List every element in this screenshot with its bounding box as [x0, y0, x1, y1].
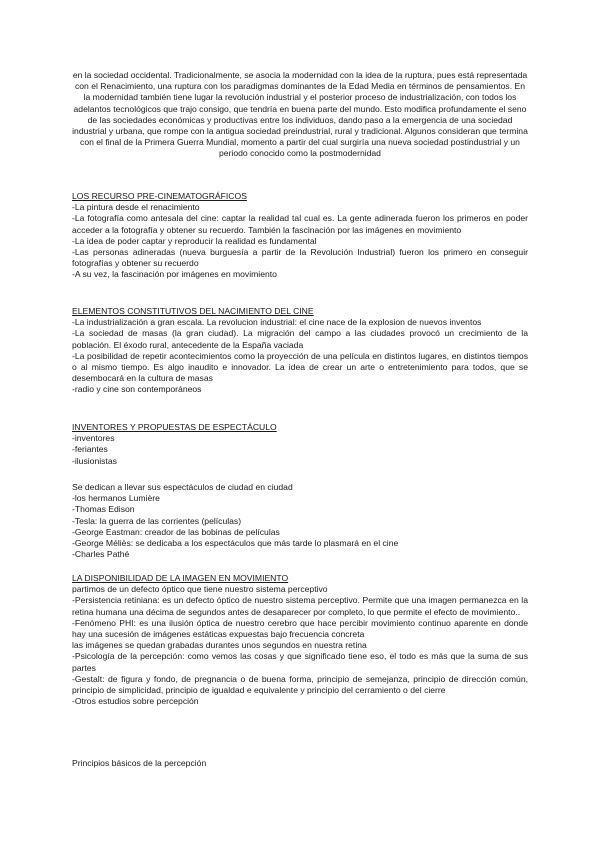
section-inventores — [72, 422, 528, 467]
list-item: -los hermanos Lumière — [72, 493, 160, 504]
intro-paragraph — [72, 70, 528, 160]
list-item: -inventores — [72, 433, 115, 444]
list-item: -La posibilidad de repetir acontecimientos como la proyección de una película en distintos lugares, en distintos tiempos o al mismo tiempo. Es algo inaudito e innovador. La idea de crear un arte o entretenimiento para todos, que se desembocará en la cultura de masas — [72, 350, 528, 384]
list-item: -Psicología de la percepción: como vemos las cosas y que significado tiene eso, el todo es más que la suma de sus partes — [72, 651, 528, 673]
list-item: -Fenómeno PHI: es una ilusión óptica de nuestro cerebro que hace percibir movimiento continuo aparente en donde hay una sucesión de imágenes estáticas expuestas bajo frecuencia concreta — [72, 617, 528, 640]
list-item: -Otros estudios sobre percepción — [72, 696, 199, 707]
list-item: -Charles Pathé — [72, 549, 130, 560]
list-item: -A su vez, la fascinación por imágenes en movimiento — [72, 269, 277, 280]
list-item: -Thomas Edison — [72, 504, 135, 515]
footer-heading: Principios básicos de la percepción — [72, 758, 207, 768]
section-imagen-movimiento — [72, 573, 528, 707]
section-precinematograficos — [72, 191, 528, 281]
list-item: -Gestalt: de figura y fondo, de pregnancia o de buena forma, principio de semejanza, principio de dirección común, principio de simplicidad, principio de igualdad e equivalente y principio del cerramiento o del cierre — [72, 673, 528, 696]
list-item: las imágenes se quedan grabadas durantes unos segundos en nuestra retina — [72, 640, 367, 651]
list-item: -radio y cine son contemporáneos — [72, 384, 202, 395]
list-intro: partimos de un defecto óptico que tiene nuestro sistema perceptivo — [72, 584, 328, 595]
list-item: -La sociedad de masas (la gran ciudad). La migración del campo a las ciudades provocó un crecimiento de la población. El éxodo rural, antecedente de la España vaciada — [72, 328, 528, 350]
intro-text: en la sociedad occidental. Tradicionalmente, se asocia la modernidad con la idea de la ruptura, pues está representada con el Renacimiento, una ruptura con los paradigmas dominantes de la Edad Media en términos de pensamientos. En la modernidad también tiene lugar la revolución industrial y el posterior proceso de industrialización, con todos los adelantos tecnológicos que trajo consigo, que tendría en buena parte del mundo. Esto modifica profundamente el seno de las sociedades económicas y productivas entre los individuos, dando paso a la emergencia de una sociedad industrial y urbana, que rompe con la antigua sociedad preindustrial, rural y tradicional. Algunos consideran que termina con el final de la Primera Guerra Mundial, momento a partir del cual surgiría una nueva sociedad postindustrial y un periodo conocido como la postmodernidad — [72, 70, 528, 159]
list-item: -George Eastman: creador de las bobinas de películas — [72, 526, 280, 537]
list-intro: Se dedican a llevar sus espectáculos de ciudad en ciudad — [72, 482, 293, 492]
section-heading: INVENTORES Y PROPUESTAS DE ESPECTÁCULO — [72, 422, 277, 432]
list-item: -La pintura desde el renacimiento — [72, 202, 200, 213]
list-item: -La idea de poder captar y reproducir la realidad es fundamental — [72, 235, 317, 246]
list-item: -ilusionistas — [72, 455, 117, 466]
list-item: -Las personas adineradas (nueva burguesía a partir de la Revolución Industrial) fueron los primero en conseguir fotografías y obtener su recuerdo — [72, 247, 528, 269]
section-heading: LA DISPONIBILIDAD DE LA IMAGEN EN MOVIMIENTO — [72, 573, 289, 583]
section-heading: ELEMENTOS CONSTITUTIVOS DEL NACIMIENTO DEL CINE — [72, 306, 314, 316]
section-elementos-constitutivos — [72, 306, 528, 396]
list-item: -feriantes — [72, 444, 108, 455]
list-item: -La industrialización a gran escala. La revolucion industrial: el cine nace de la explosion de nuevos inventos — [72, 317, 482, 328]
list-item: -Persistencia retiniana: es un defecto óptico de nuestro sistema perceptivo. Permite que una imagen permanezca en la retina humana una décima de segundos antes de desaparecer por completo, lo que permite el efecto de movimiento.. — [72, 595, 528, 617]
section-heading: LOS RECURSO PRE-CINEMATOGRÁFICOS — [72, 191, 247, 201]
list-item: -Tesla: la guerra de las corrientes (películas) — [72, 515, 242, 526]
list-item: -George Méliès: se dedicaba a los espectáculos que más tarde lo plasmará en el cine — [72, 538, 399, 549]
section-inventores-list — [72, 482, 528, 560]
list-item: -La fotografía como antesala del cine: captar la realidad tal cual es. La gente adinerada fueron los primeros en poder acceder a la fotografía y obtener su recuerdo. También la fascinación por las imágenes en movimiento — [72, 213, 528, 235]
